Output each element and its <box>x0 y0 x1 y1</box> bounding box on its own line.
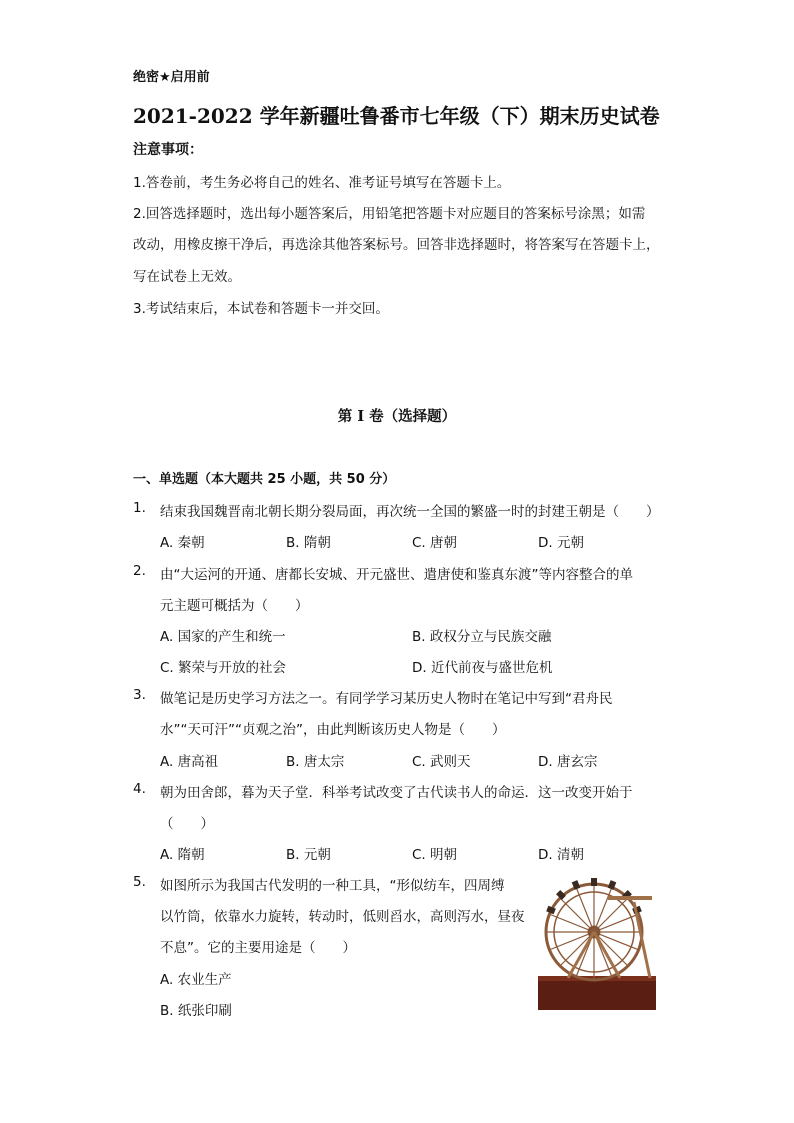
question-2-number: 2. <box>133 563 146 579</box>
waterwheel-image <box>538 872 656 1010</box>
question-4-option-b: B. 元朝 <box>286 847 331 863</box>
question-5-stem-line-1: 如图所示为我国古代发明的一种工具，“形似纺车，四周缚 <box>160 878 505 894</box>
question-1-stem: 结束我国魏晋南北朝长期分裂局面，再次统一全国的繁盛一时的封建王朝是（ ） <box>160 504 660 520</box>
question-1-option-d: D. 元朝 <box>538 535 584 551</box>
question-5-stem-line-2: 以竹筒，依靠水力旋转，转动时，低则舀水，高则泻水，昼夜 <box>160 909 525 925</box>
question-4-number: 4. <box>133 781 146 797</box>
part-heading: 第 I 卷（选择题） <box>337 408 457 425</box>
question-1-option-c: C. 唐朝 <box>412 535 458 551</box>
question-3-number: 3. <box>133 687 146 703</box>
question-2-stem-line-1: 由“大运河的开通、唐都长安城、开元盛世、遣唐使和鉴真东渡”等内容整合的单 <box>160 567 633 583</box>
question-3-option-a: A. 唐高祖 <box>160 754 219 770</box>
question-2-option-d: D. 近代前夜与盛世危机 <box>412 660 553 676</box>
notice-item-2-line-1: 2.回答选择题时，选出每小题答案后，用铅笔把答题卡对应题目的答案标号涂黑；如需 <box>133 206 646 222</box>
question-5-option-b: B. 纸张印刷 <box>160 1003 232 1019</box>
question-4-option-c: C. 明朝 <box>412 847 458 863</box>
waterwheel-icon <box>538 872 656 1010</box>
question-3-option-d: D. 唐玄宗 <box>538 754 598 770</box>
confidential-mark: 绝密★启用前 <box>133 70 210 85</box>
question-5-number: 5. <box>133 874 146 890</box>
question-3-option-c: C. 武则天 <box>412 754 471 770</box>
question-4-stem-line-2: （ ） <box>160 816 214 832</box>
notice-item-2-line-3: 写在试卷上无效。 <box>133 269 241 285</box>
question-5-stem-line-3: 不息”。它的主要用途是（ ） <box>160 940 356 956</box>
question-1-option-b: B. 隋朝 <box>286 535 331 551</box>
question-2-stem-line-2: 元主题可概括为（ ） <box>160 598 309 614</box>
question-2-option-b: B. 政权分立与民族交融 <box>412 629 552 645</box>
question-3-stem-line-1: 做笔记是历史学习方法之一。有同学学习某历史人物时在笔记中写到“君舟民 <box>160 691 613 707</box>
question-2-option-a: A. 国家的产生和统一 <box>160 629 286 645</box>
question-1-option-a: A. 秦朝 <box>160 535 205 551</box>
question-1-number: 1. <box>133 500 146 516</box>
notice-item-3: 3.考试结束后，本试卷和答题卡一并交回。 <box>133 301 389 317</box>
question-2-option-c: C. 繁荣与开放的社会 <box>160 660 287 676</box>
question-5-option-a: A. 农业生产 <box>160 972 232 988</box>
notice-item-1: 1.答卷前，考生务必将自己的姓名、准考证号填写在答题卡上。 <box>133 175 511 191</box>
question-4-option-a: A. 隋朝 <box>160 847 205 863</box>
notice-item-2-line-2: 改动，用橡皮擦干净后，再选涂其他答案标号。回答非选择题时，将答案写在答题卡上， <box>133 237 660 253</box>
section-heading: 一、单选题（本大题共 25 小题，共 50 分） <box>133 472 396 487</box>
question-3-stem-line-2: 水”“天可汗”“贞观之治”，由此判断该历史人物是（ ） <box>160 722 506 738</box>
exam-title: 2021-2022 学年新疆吐鲁番市七年级（下）期末历史试卷 <box>133 104 660 128</box>
question-4-option-d: D. 清朝 <box>538 847 584 863</box>
notice-heading: 注意事项： <box>133 142 203 158</box>
question-3-option-b: B. 唐太宗 <box>286 754 345 770</box>
question-4-stem-line-1: 朝为田舍郎，暮为天子堂．科举考试改变了古代读书人的命运．这一改变开始于 <box>160 785 633 801</box>
